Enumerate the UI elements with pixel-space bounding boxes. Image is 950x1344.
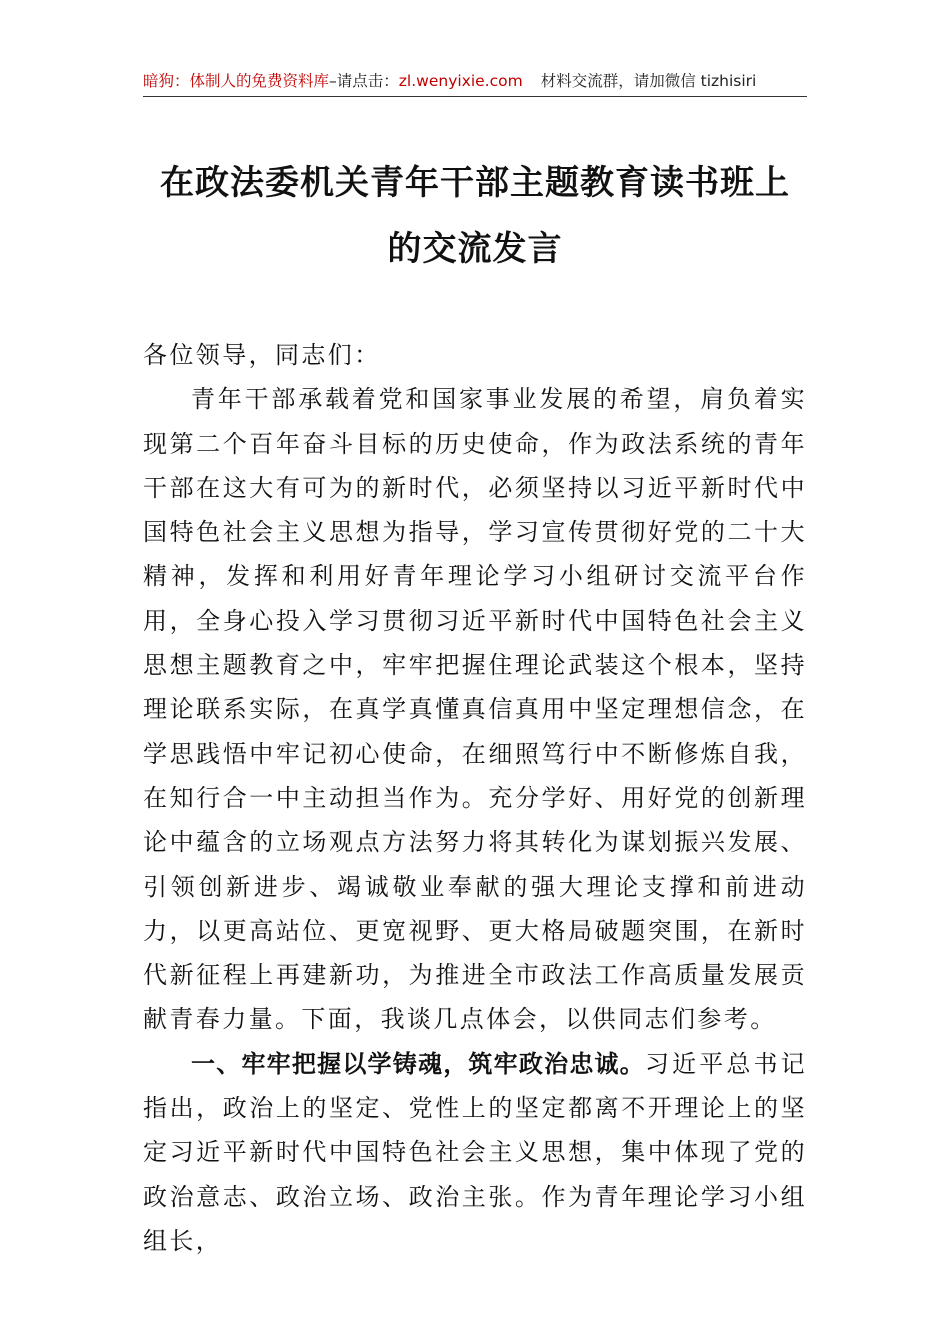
section-1-heading: 一、牢牢把握以学铸魂，筑牢政治忠诚。 bbox=[191, 1049, 645, 1078]
link-prefix: –请点击： bbox=[329, 72, 399, 90]
page-header bbox=[143, 70, 807, 94]
site-label: 暗狗：体制人的免费资料库 bbox=[143, 72, 330, 90]
header-divider bbox=[143, 96, 807, 97]
contact-text: 材料交流群，请加微信 tizhisiri bbox=[540, 72, 757, 90]
site-link[interactable]: zl.wenyixie.com bbox=[398, 72, 523, 90]
salutation: 各位领导，同志们： bbox=[143, 341, 381, 369]
paragraph-section-1 bbox=[143, 1042, 807, 1263]
section-1-text: 习近平总书记指出，政治上的坚定、党性上的坚定都离不开理论上的坚定习近平新时代中国特色社会主义思想，集中体现了党的政治意志、政治立场、政治主张。作为青年理论学习小组组长， bbox=[143, 1049, 808, 1255]
document-body bbox=[143, 333, 807, 1263]
paragraph-intro: 青年干部承载着党和国家事业发展的希望，肩负着实现第二个百年奋斗目标的历史使命，作为政法系统的青年干部在这大有可为的新时代，必须坚持以习近平新时代中国特色社会主义思想为指导，学习宣传贯彻好党的二十大精神，发挥和利用好青年理论学习小组研讨交流平台作用，全身心投入学习贯彻习近平新时代中国特色社会主义思想主题教育之中，牢牢把握住理论武装这个根本，坚持理论联系实际，在真学真懂真信真用中坚定理想信念，在学思践悟中牢记初心使命，在细照笃行中不断修炼自我，在知行合一中主动担当作为。充分学好、用好党的创新理论中蕴含的立场观点方法努力将其转化为谋划振兴发展、引领创新进步、竭诚敬业奉献的强大理论支撑和前进动力，以更高站位、更宽视野、更大格局破题突围，在新时代新征程上再建新功，为推进全市政法工作高质量发展贡献青春力量。下面，我谈几点体会，以供同志们参考。 bbox=[143, 385, 807, 1034]
document-title: 在政法委机关青年干部主题教育读书班上的交流发言 bbox=[160, 163, 790, 269]
